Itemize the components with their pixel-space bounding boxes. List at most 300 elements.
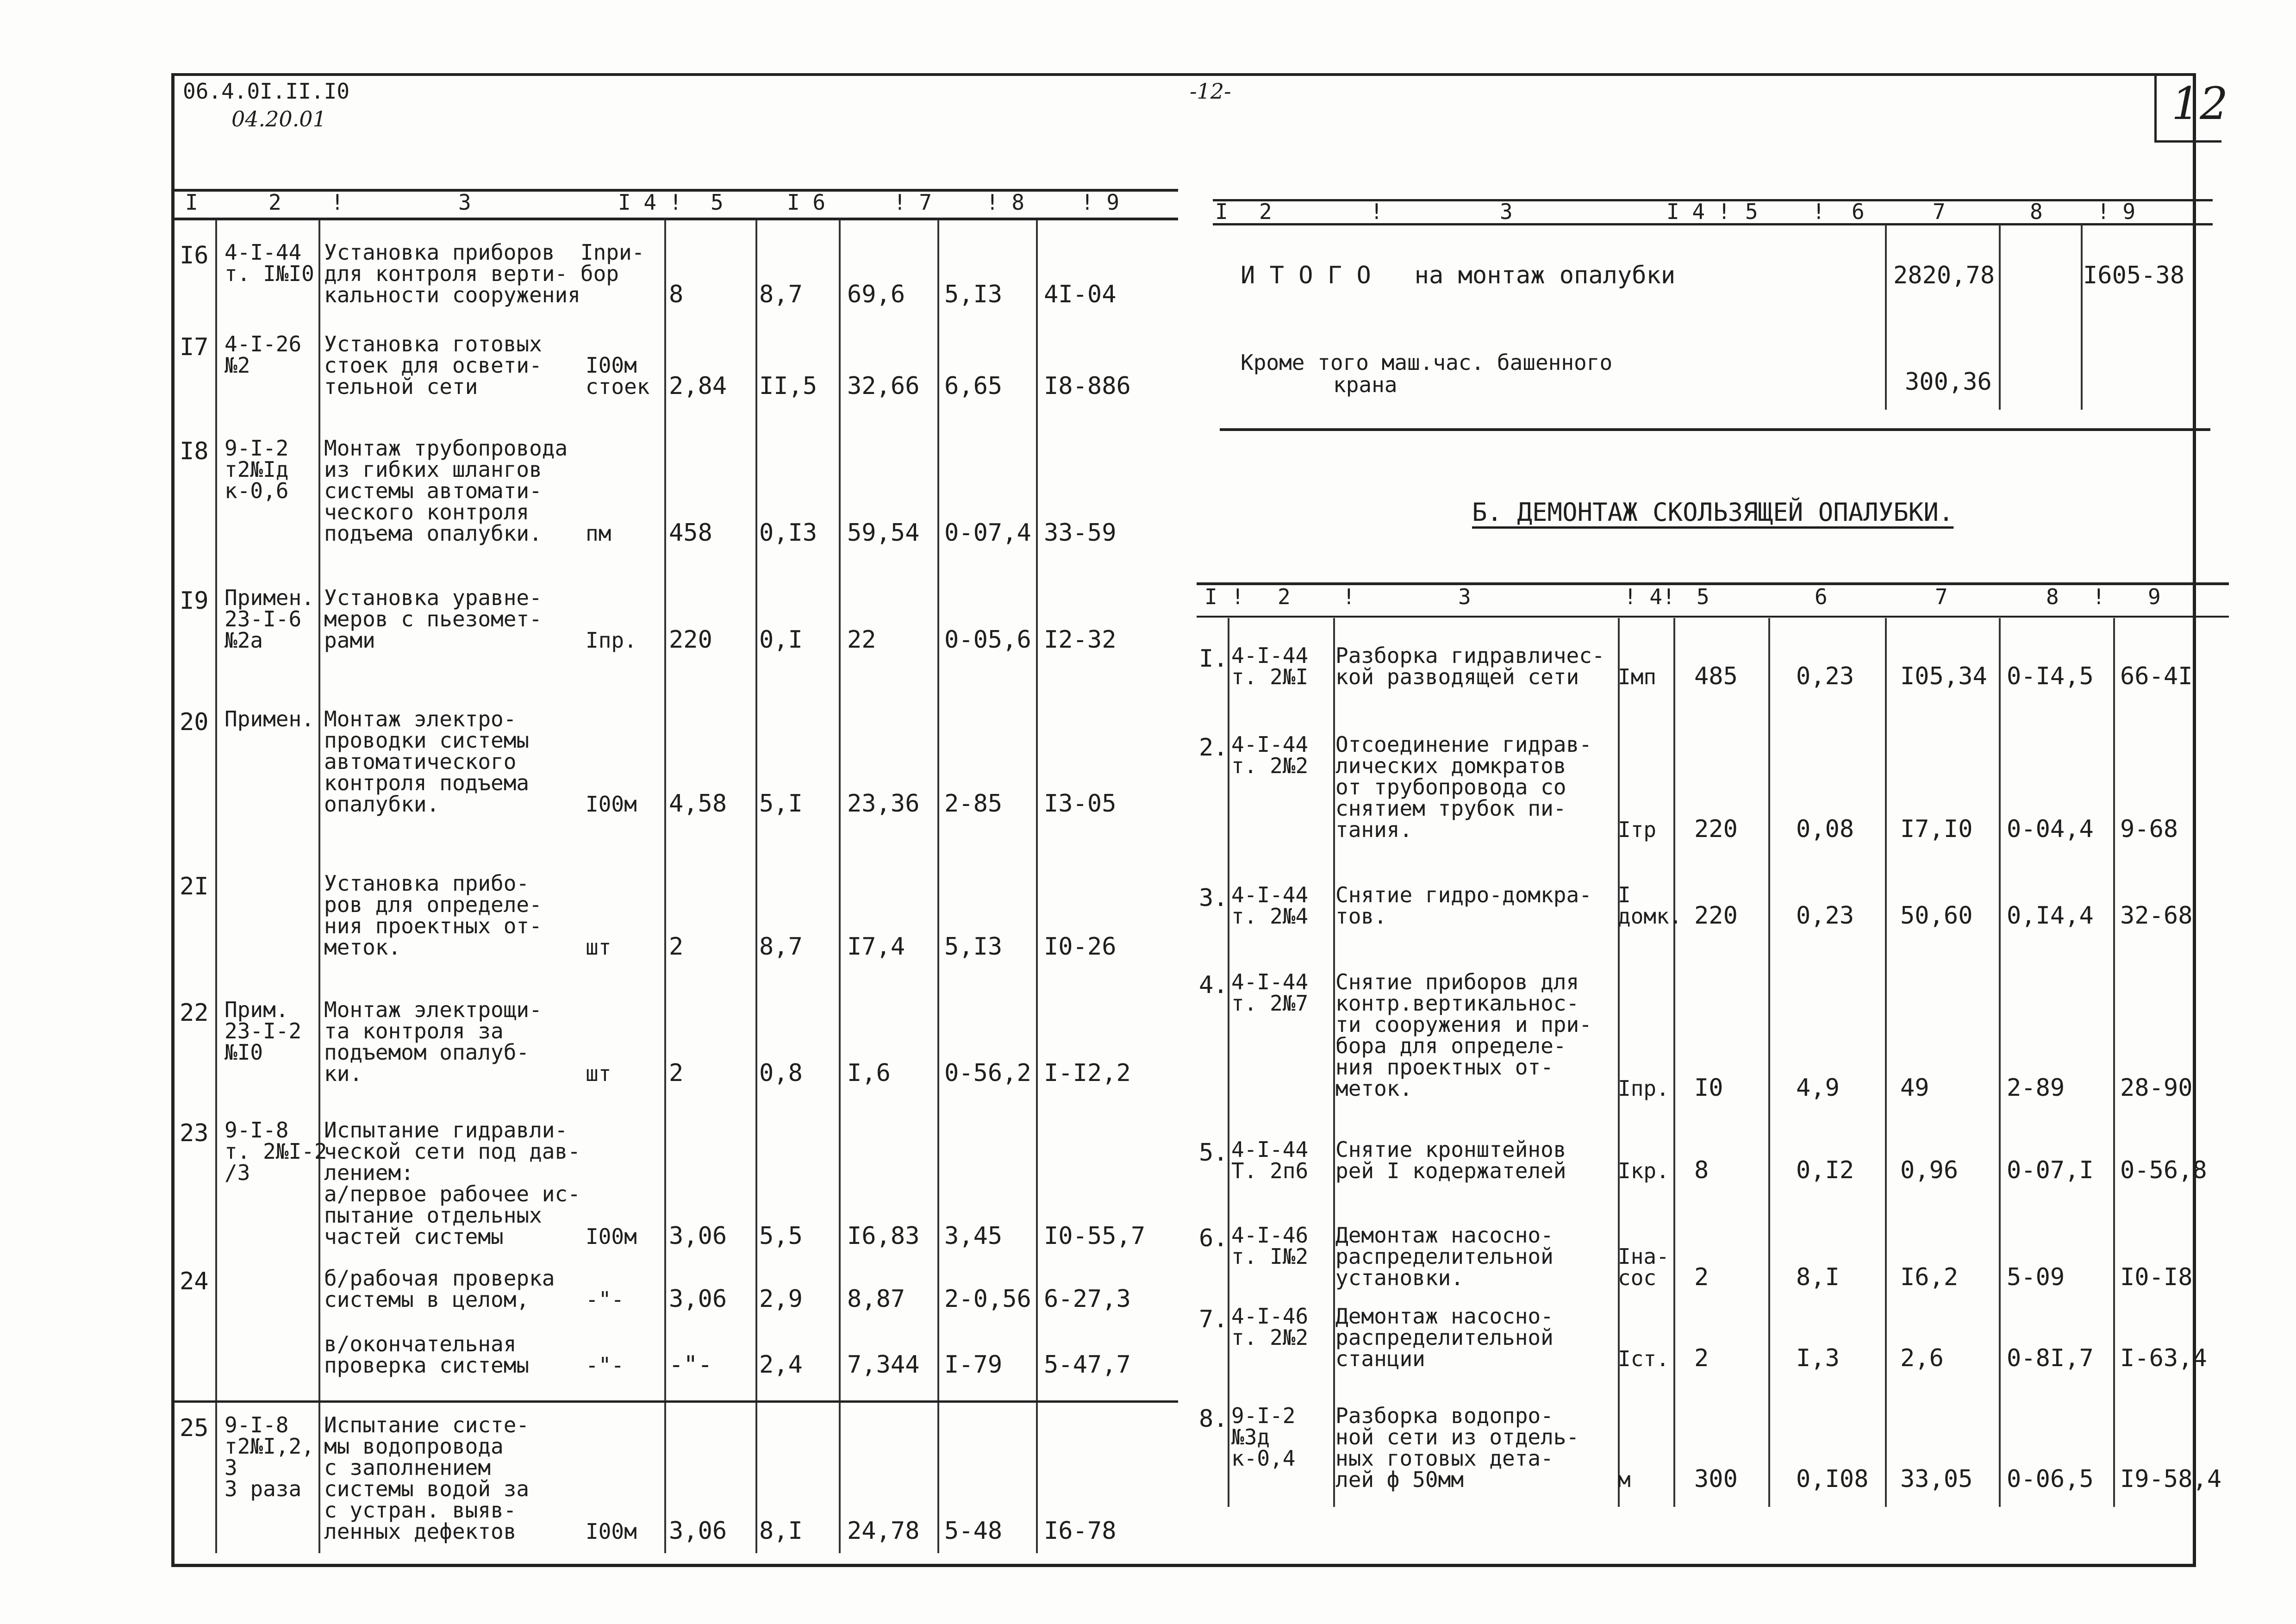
right-vline-7 <box>1999 618 2001 1507</box>
left-row-c8: I-79 <box>944 1351 1003 1379</box>
left-row-description: проверка системы <box>324 1353 530 1378</box>
left-row-description: ленных дефектов <box>324 1519 517 1544</box>
left-row-c8: 5-48 <box>944 1517 1003 1545</box>
left-row-code: 4-I-26 <box>225 331 302 356</box>
right-b-header-col-7: 5 <box>1697 584 1710 609</box>
left-row-unit: I00м <box>586 792 637 817</box>
left-row-code: №I0 <box>225 1040 263 1065</box>
right-row-number: 6. <box>1199 1224 1228 1252</box>
right-row-c8: 0-8I,7 <box>2007 1344 2094 1372</box>
left-row-description: а/первое рабочее ис- <box>324 1181 580 1206</box>
left-row-code: 9-I-8 <box>225 1412 289 1437</box>
right-top-header-col-3: ! <box>1370 199 1383 224</box>
right-top-header-col-5: I 4 ! <box>1666 199 1731 224</box>
left-row-c9: I0-55,7 <box>1044 1222 1146 1250</box>
left-header-bottom-line <box>174 218 1178 220</box>
left-row-number: I9 <box>180 587 209 615</box>
left-row-code: Прим. <box>225 997 289 1022</box>
right-row-code: 9-I-2 <box>1231 1403 1296 1428</box>
left-header-col-2: 2 <box>268 190 281 215</box>
left-row-code: 23-I-6 <box>225 606 302 631</box>
right-row-c8: 0,I4,4 <box>2007 902 2094 930</box>
left-row-code: 3 раза <box>225 1476 302 1501</box>
right-row-c6: 0,I2 <box>1796 1156 1854 1184</box>
page-number-center: -12- <box>1190 79 1231 104</box>
krome-label-2: крана <box>1333 372 1398 397</box>
right-b-header-col-3: 2 <box>1278 584 1291 609</box>
right-row-unit: Iмп <box>1618 664 1657 689</box>
left-row-number: 20 <box>180 708 209 736</box>
krome-label-1: Кроме того маш.час. башенного <box>1241 350 1613 375</box>
left-row-c5: 4,58 <box>669 790 727 818</box>
right-row-description: Разборка гидравличес- <box>1335 643 1605 668</box>
right-vline-4 <box>1673 618 1675 1507</box>
left-row-description: для контроля верти- бор <box>324 261 619 286</box>
right-row-number: I. <box>1199 645 1228 673</box>
left-row-description: ров для определе- <box>324 892 542 917</box>
right-row-code: т. 2№2 <box>1231 1325 1309 1350</box>
right-row-description: лических домкратов <box>1335 753 1566 778</box>
right-row-c7: 2,6 <box>1900 1344 1944 1372</box>
right-b-header-col-5: 3 <box>1458 584 1471 609</box>
left-row-description: с устран. выяв- <box>324 1498 517 1523</box>
left-row-code: №2 <box>225 353 250 378</box>
right-row-unit: Iпр. <box>1618 1076 1669 1101</box>
right-vline-5 <box>1768 618 1770 1507</box>
left-header-col-7: I 6 <box>787 190 826 215</box>
right-row-c7: 0,96 <box>1900 1156 1959 1184</box>
right-row-c8: 0-I4,5 <box>2007 662 2094 690</box>
left-row-c5: 2 <box>669 1059 684 1087</box>
left-row-c5: 3,06 <box>669 1285 727 1313</box>
left-row-description: Монтаж электрощи- <box>324 997 542 1022</box>
right-row-unit: м <box>1618 1467 1631 1492</box>
right-vline-8 <box>2113 618 2115 1507</box>
left-row-description: меток. <box>324 935 401 960</box>
left-row-description: ческой сети под дав- <box>324 1139 580 1164</box>
right-row-c9: 9-68 <box>2120 815 2178 843</box>
right-row-unit: Iкр. <box>1618 1158 1669 1183</box>
right-row-description: тания. <box>1335 817 1413 842</box>
left-row-c8: 0-07,4 <box>944 519 1031 547</box>
right-row-c8: 0-07,I <box>2007 1156 2094 1184</box>
right-b-header-col-10: 8 <box>2046 584 2059 609</box>
left-row-code: т2№Iд <box>225 457 289 482</box>
left-row-number: I7 <box>180 333 209 361</box>
left-row-c6: 0,I3 <box>759 519 817 547</box>
right-row-number: 3. <box>1199 884 1228 912</box>
right-row-c5: 8 <box>1694 1156 1709 1184</box>
right-row-unit: сос <box>1618 1265 1657 1290</box>
right-row-number: 8. <box>1199 1405 1228 1433</box>
left-row-description: та контроля за <box>324 1018 504 1043</box>
left-row-description: Установка готовых <box>324 331 542 356</box>
left-row-c6: 0,8 <box>759 1059 803 1087</box>
left-row-c5: -"- <box>669 1351 712 1379</box>
right-row-unit: I <box>1618 882 1631 907</box>
left-row-c8: 2-0,56 <box>944 1285 1031 1313</box>
itogo-bottom-line <box>1220 428 2210 431</box>
left-row-code: т. I№I0 <box>225 261 314 286</box>
left-row-unit: Iпр. <box>586 628 637 653</box>
right-row-description: распределительной <box>1335 1244 1554 1269</box>
right-row-code: т. 2№4 <box>1231 904 1309 929</box>
right-row-unit: Iтр <box>1618 817 1657 842</box>
left-row-description: с заполнением <box>324 1455 491 1480</box>
left-row-c6: 5,5 <box>759 1222 803 1250</box>
left-header-col-10: ! 9 <box>1081 190 1120 215</box>
left-row-c7: 23,36 <box>847 790 920 818</box>
right-row-description: Отсоединение гидрав- <box>1335 732 1592 757</box>
right-row-c5: 300 <box>1694 1465 1738 1493</box>
right-row-c7: I7,I0 <box>1900 815 1973 843</box>
left-row-description: мы водопровода <box>324 1434 504 1459</box>
right-row-code: 4-I-44 <box>1231 643 1309 668</box>
right-row-number: 5. <box>1199 1139 1228 1167</box>
left-row-c7: 22 <box>847 626 876 654</box>
section-b-title: Б. ДЕМОНТАЖ СКОЛЬЗЯЩЕЙ ОПАЛУБКИ. <box>1472 498 1954 527</box>
right-row-description: меток. <box>1335 1076 1413 1101</box>
right-row-code: к-0,4 <box>1231 1446 1296 1471</box>
left-row-divider <box>174 1400 1178 1403</box>
right-row-c8: 5-09 <box>2007 1263 2065 1291</box>
left-header-col-8: ! 7 <box>893 190 932 215</box>
left-vline-3 <box>664 220 666 1553</box>
left-header-col-5: I 4 ! <box>618 190 682 215</box>
left-header-col-6: 5 <box>711 190 724 215</box>
left-row-unit: стоек <box>586 374 650 399</box>
right-top-header-col-4: 3 <box>1500 199 1513 224</box>
left-row-number: I8 <box>180 437 209 465</box>
left-row-number: I6 <box>180 242 209 269</box>
page-number-corner: 12 <box>2171 78 2228 130</box>
right-row-number: 7. <box>1199 1305 1228 1333</box>
right-row-c6: 0,08 <box>1796 815 1854 843</box>
left-row-description: кальности сооружения <box>324 282 580 307</box>
left-row-code: 9-I-2 <box>225 436 289 461</box>
left-vline-4 <box>755 220 757 1553</box>
doc-code-1: 06.4.0I.II.I0 <box>183 79 350 104</box>
left-row-c6: 5,I <box>759 790 803 818</box>
right-row-c6: 8,I <box>1796 1263 1840 1291</box>
right-row-c9: I0-I8 <box>2120 1263 2193 1291</box>
right-row-description: кой разводящей сети <box>1335 664 1579 689</box>
left-row-description: автоматического <box>324 749 517 774</box>
right-row-c6: 0,23 <box>1796 902 1854 930</box>
right-row-c5: I0 <box>1694 1074 1723 1102</box>
right-row-description: ных готовых дета- <box>1335 1446 1554 1471</box>
left-row-c9: 6-27,3 <box>1044 1285 1131 1313</box>
right-b-header-col-12: 9 <box>2148 584 2161 609</box>
right-b-header-col-11: ! <box>2092 584 2105 609</box>
left-row-description: контроля подъема <box>324 770 530 795</box>
left-row-c9: 33-59 <box>1044 519 1117 547</box>
left-row-code: 4-I-44 <box>225 240 302 265</box>
right-top-header-col-9: 7 <box>1933 199 1946 224</box>
left-row-description: Установка прибо- <box>324 871 530 896</box>
left-row-number: 2I <box>180 873 209 900</box>
left-row-c7: I7,4 <box>847 933 905 961</box>
right-row-c6: 0,I08 <box>1796 1465 1869 1493</box>
left-row-c7: 7,344 <box>847 1351 920 1379</box>
right-row-description: Демонтаж насосно- <box>1335 1223 1554 1248</box>
left-row-c9: I2-32 <box>1044 626 1117 654</box>
left-row-c5: 8 <box>669 281 684 308</box>
left-row-c5: 3,06 <box>669 1222 727 1250</box>
itogo-col7: 2820,78 <box>1893 262 1995 289</box>
left-row-c7: 69,6 <box>847 281 905 308</box>
left-row-description: частей системы <box>324 1224 504 1249</box>
left-header-col-4: 3 <box>458 190 471 215</box>
right-top-header-col-8: 6 <box>1852 199 1865 224</box>
left-row-description: подъема опалубки. <box>324 521 542 546</box>
left-row-description: подъемом опалуб- <box>324 1040 530 1065</box>
right-b-header-col-4: ! <box>1342 584 1355 609</box>
left-row-c8: 3,45 <box>944 1222 1003 1250</box>
left-row-c7: 59,54 <box>847 519 920 547</box>
left-row-number: 22 <box>180 999 209 1027</box>
left-row-c6: II,5 <box>759 372 817 400</box>
left-row-description: пытание отдельных <box>324 1203 542 1228</box>
left-row-c9: 5-47,7 <box>1044 1351 1131 1379</box>
right-row-c5: 485 <box>1694 662 1738 690</box>
left-vline-5 <box>839 220 841 1553</box>
right-b-header-col-6: ! 4! <box>1624 584 1675 609</box>
left-row-c7: 24,78 <box>847 1517 920 1545</box>
left-row-code: 23-I-2 <box>225 1018 302 1043</box>
left-row-c6: 8,7 <box>759 933 803 961</box>
right-row-description: ти сооружения и при- <box>1335 1012 1592 1037</box>
right-vline-2 <box>1333 618 1335 1507</box>
left-row-c5: 3,06 <box>669 1517 727 1545</box>
left-row-description: системы автомати- <box>324 478 542 503</box>
right-row-c9: 32-68 <box>2120 902 2193 930</box>
left-vline-2 <box>318 220 320 1553</box>
right-row-c6: I,3 <box>1796 1344 1840 1372</box>
right-row-description: Разборка водопро- <box>1335 1403 1554 1428</box>
right-row-c7: I05,34 <box>1900 662 1987 690</box>
right-top-header-col-11: ! 9 <box>2097 199 2136 224</box>
right-row-code: т. 2№7 <box>1231 991 1309 1016</box>
left-row-code: Примен. <box>225 585 314 610</box>
right-top-header-col-2: 2 <box>1259 199 1272 224</box>
right-row-c5: 220 <box>1694 902 1738 930</box>
right-top-header-col-7: ! <box>1812 199 1825 224</box>
right-b-header-col-2: ! <box>1231 584 1244 609</box>
left-row-unit: шт <box>586 935 611 960</box>
right-row-description: установки. <box>1335 1265 1464 1290</box>
right-row-description: бора для определе- <box>1335 1033 1566 1058</box>
left-row-unit: пм <box>586 521 611 546</box>
left-row-c8: 0-56,2 <box>944 1059 1031 1087</box>
right-row-c7: 33,05 <box>1900 1465 1973 1493</box>
left-row-c6: 8,7 <box>759 281 803 308</box>
left-row-description: лением: <box>324 1160 414 1185</box>
left-row-c6: 0,I <box>759 626 803 654</box>
left-row-c9: I3-05 <box>1044 790 1117 818</box>
left-row-code: 9-I-8 <box>225 1118 289 1143</box>
left-row-c7: 32,66 <box>847 372 920 400</box>
left-row-description: Установка приборов Inри- <box>324 240 645 265</box>
left-row-number: 23 <box>180 1119 209 1147</box>
right-row-c9: I9-58,4 <box>2120 1465 2222 1493</box>
right-top-vline-8 <box>1999 225 2001 410</box>
right-row-c7: 49 <box>1900 1074 1929 1102</box>
right-row-description: лей ф 50мм <box>1335 1467 1464 1492</box>
left-row-description: ния проектных от- <box>324 913 542 938</box>
right-row-code: 4-I-44 <box>1231 969 1309 994</box>
right-row-description: Снятие кронштейнов <box>1335 1137 1566 1162</box>
right-row-description: контр.вертикальнос- <box>1335 991 1579 1016</box>
left-row-number: 24 <box>180 1268 209 1295</box>
right-row-number: 2. <box>1199 734 1228 762</box>
left-row-description: стоек для освети- <box>324 353 542 378</box>
left-row-c6: 8,I <box>759 1517 803 1545</box>
left-row-description: б/рабочая проверка <box>324 1266 555 1291</box>
left-row-c9: I6-78 <box>1044 1517 1117 1545</box>
left-row-description: проводки системы <box>324 728 530 753</box>
left-row-code: т. 2№I-2 <box>225 1139 327 1164</box>
left-row-c5: 220 <box>669 626 712 654</box>
right-row-c9: 28-90 <box>2120 1074 2193 1102</box>
right-top-header-col-6: 5 <box>1745 199 1758 224</box>
left-vline-1 <box>215 220 217 1553</box>
left-row-description: системы в целом, <box>324 1287 530 1312</box>
left-row-c8: 6,65 <box>944 372 1003 400</box>
right-row-description: ной сети из отдель- <box>1335 1424 1579 1449</box>
left-header-col-9: ! 8 <box>986 190 1025 215</box>
left-row-unit: I00м <box>586 353 637 378</box>
right-row-c9: 66-4I <box>2120 662 2193 690</box>
right-row-c9: 0-56,8 <box>2120 1156 2207 1184</box>
left-row-c6: 2,4 <box>759 1351 803 1379</box>
right-row-description: ния проектных от- <box>1335 1055 1554 1080</box>
left-vline-6 <box>937 220 939 1553</box>
left-row-c5: 458 <box>669 519 712 547</box>
doc-code-2: 04.20.01 <box>231 106 326 131</box>
right-row-code: 4-I-46 <box>1231 1304 1309 1329</box>
left-row-unit: -"- <box>586 1353 624 1378</box>
left-row-c9: 4I-04 <box>1044 281 1117 308</box>
right-row-description: снятием трубок пи- <box>1335 796 1566 821</box>
right-b-header-col-8: 6 <box>1815 584 1828 609</box>
right-row-code: Т. 2п6 <box>1231 1158 1309 1183</box>
left-row-c7: I6,83 <box>847 1222 920 1250</box>
left-row-description: ческого контроля <box>324 500 530 525</box>
right-row-c8: 0-04,4 <box>2007 815 2094 843</box>
left-row-description: Установка уравне- <box>324 585 542 610</box>
right-row-code: 4-I-46 <box>1231 1223 1309 1248</box>
right-vline-3 <box>1618 618 1620 1507</box>
right-row-c6: 4,9 <box>1796 1074 1840 1102</box>
right-row-code: 4-I-44 <box>1231 732 1309 757</box>
left-row-description: Монтаж трубопровода <box>324 436 568 461</box>
left-row-unit: I00м <box>586 1224 637 1249</box>
left-row-c5: 2,84 <box>669 372 727 400</box>
left-row-code: /3 <box>225 1160 250 1185</box>
right-row-unit: Iна- <box>1618 1244 1669 1269</box>
left-row-description: Испытание систе- <box>324 1412 530 1437</box>
left-row-description: меров с пьезомет- <box>324 606 542 631</box>
right-row-description: Демонтаж насосно- <box>1335 1304 1554 1329</box>
right-row-code: т. 2№I <box>1231 664 1309 689</box>
right-row-unit: Iст. <box>1618 1346 1669 1371</box>
right-row-code: №3д <box>1231 1424 1270 1449</box>
right-row-description: распределительной <box>1335 1325 1554 1350</box>
left-row-description: Монтаж электро- <box>324 706 517 731</box>
right-top-vline-7 <box>1885 225 1887 410</box>
left-row-unit: I00м <box>586 1519 637 1544</box>
itogo-label: И Т О Г О на монтаж опалубки <box>1241 262 1676 289</box>
right-row-c5: 220 <box>1694 815 1738 843</box>
left-header-col-1: I <box>185 190 198 215</box>
left-row-unit: -"- <box>586 1287 624 1312</box>
right-row-description: станции <box>1335 1346 1425 1371</box>
left-vline-7 <box>1036 220 1038 1553</box>
right-row-c9: I-63,4 <box>2120 1344 2207 1372</box>
right-row-c6: 0,23 <box>1796 662 1854 690</box>
right-row-unit: домк. <box>1618 904 1682 929</box>
left-row-number: 25 <box>180 1414 209 1442</box>
right-row-c5: 2 <box>1694 1263 1709 1291</box>
itogo-col9: I605-38 <box>2083 262 2185 289</box>
right-top-header-col-10: 8 <box>2030 199 2043 224</box>
left-row-c7: 8,87 <box>847 1285 905 1313</box>
right-row-c7: I6,2 <box>1900 1263 1959 1291</box>
left-row-description: системы водой за <box>324 1476 530 1501</box>
left-row-description: в/окончательная <box>324 1331 517 1356</box>
left-row-code: 3 <box>225 1455 237 1480</box>
right-row-code: 4-I-44 <box>1231 882 1309 907</box>
left-row-code: Примен. <box>225 706 314 731</box>
left-row-description: тельной сети <box>324 374 478 399</box>
left-row-c7: I,6 <box>847 1059 891 1087</box>
left-row-c8: 2-85 <box>944 790 1003 818</box>
right-vline-6 <box>1885 618 1887 1507</box>
left-row-description: ки. <box>324 1061 363 1086</box>
krome-col7: 300,36 <box>1905 368 1992 396</box>
right-row-code: т. I№2 <box>1231 1244 1309 1269</box>
right-b-header-bottom-line <box>1197 616 2229 618</box>
right-top-vline-9 <box>2081 225 2083 410</box>
left-row-code: №2а <box>225 628 263 653</box>
right-b-header-col-9: 7 <box>1935 584 1948 609</box>
right-row-description: Снятие приборов для <box>1335 969 1579 994</box>
left-row-description: опалубки. <box>324 792 440 817</box>
left-row-c8: 0-05,6 <box>944 626 1031 654</box>
left-row-c5: 2 <box>669 933 684 961</box>
right-row-c8: 0-06,5 <box>2007 1465 2094 1493</box>
right-row-code: т. 2№2 <box>1231 753 1309 778</box>
right-row-number: 4. <box>1199 971 1228 999</box>
right-b-header-col-1: I <box>1204 584 1217 609</box>
page-number-box <box>2154 73 2228 143</box>
left-header-col-3: ! <box>331 190 344 215</box>
right-top-header-col-1: I <box>1215 199 1228 224</box>
left-row-unit: шт <box>586 1061 611 1086</box>
left-row-c6: 2,9 <box>759 1285 803 1313</box>
left-row-description: рами <box>324 628 375 653</box>
left-row-c9: I8-886 <box>1044 372 1131 400</box>
left-row-c9: I-I2,2 <box>1044 1059 1131 1087</box>
left-row-description: из гибких шлангов <box>324 457 542 482</box>
left-row-c8: 5,I3 <box>944 281 1003 308</box>
right-row-description: рей I кодержателей <box>1335 1158 1566 1183</box>
left-row-description: Испытание гидравли- <box>324 1118 568 1143</box>
right-row-code: 4-I-44 <box>1231 1137 1309 1162</box>
right-row-c8: 2-89 <box>2007 1074 2065 1102</box>
right-row-c7: 50,60 <box>1900 902 1973 930</box>
